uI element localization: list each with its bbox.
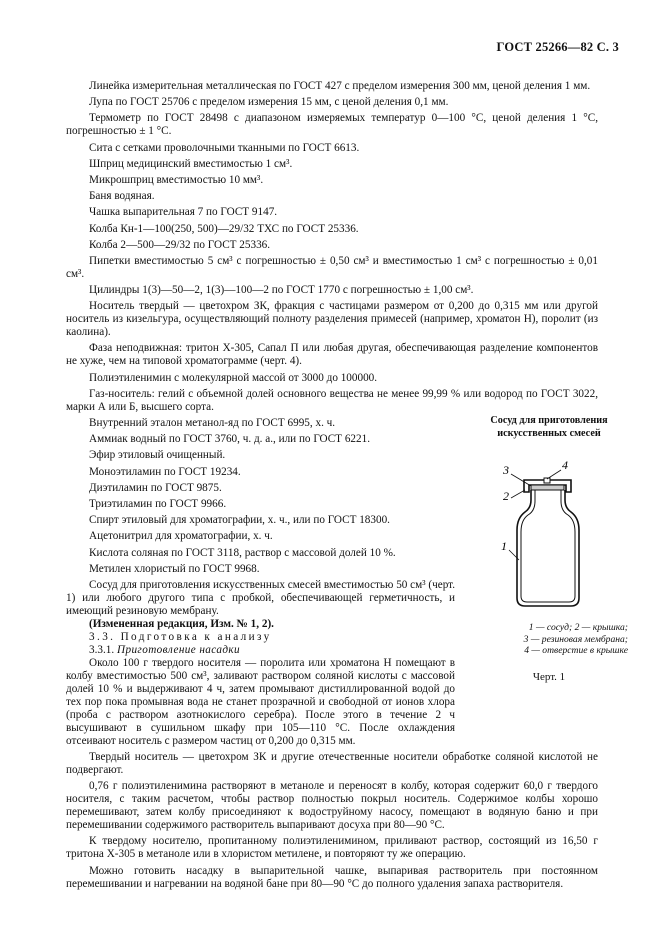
paragraph-carrier-preparation: Около 100 г твердого носителя — поролита или хроматона Н помещают в колбу вместимостью 500 см³, заливают раствором соляной кислоты с массовой долей 10 % и выдерживают 4 ч, затем промывают дистиллированной водой до тех пор пока промывная вода не станет прозрачной и свободной от ионов хлора (проба с раствором азотнокислого серебра). После этого в течение 2 ч высушивают в сушильном шкафу при 105—110 °С. После охлаждения отсеивают носитель с размером частиц от 0,200 до 0,315 мм. (66, 656, 455, 747)
paragraph-acetonitrile: Ацетонитрил для хроматографии, х. ч. (89, 530, 273, 543)
paragraph-flask-2: Колба 2—500—29/32 по ГОСТ 25336. (89, 238, 271, 251)
section-3-3-text: 3.3. Подготовка к анализу (89, 630, 272, 643)
paragraph-syringe: Шприц медицинский вместимостью 1 см³. (89, 157, 293, 170)
caption-line-3: 4 — отверстие в крышке (524, 645, 628, 656)
paragraph-triethylamine: Триэтиламин по ГОСТ 9966. (89, 497, 227, 510)
figure-label: Черт. 1 (532, 670, 566, 683)
caption-line-2: 3 — резиновая мембрана; (523, 633, 628, 645)
paragraph-flask-kn: Колба Кн-1—100(250, 500)—29/32 ТХС по ГОСТ 25336. (89, 222, 359, 235)
paragraph-magnifier: Лупа по ГОСТ 25706 с пределом измерения 15 мм, с ценой деления 0,1 мм. (89, 96, 449, 109)
section-3-3-1-number: 3.3.1. (89, 643, 115, 656)
paragraph-pei-coating: 0,76 г полиэтиленимина растворяют в метаноле и переносят в колбу, которая содержит 60,0 г твердого носителя, с таким расчетом, чтобы раствор полностью покрыл носитель. Содержимое колбы хорошо перемешивают, затем колбу присоединяют к водоструйному насосу, помещают в водяную баню и при перемешивании содержимого растворитель выпаривают досуха при 80—90 °С. (66, 780, 598, 832)
paragraph-evaporating-dish-method: Можно готовить насадку в выпарительной чашке, выпаривая растворитель при постоянном перемешивании и нагревании на водяной бане при 80—90 °С до полного удаления запаха растворителя. (66, 864, 598, 890)
page-header: ГОСТ 25266—82 С. 3 (496, 40, 619, 54)
paragraph-ruler: Линейка измерительная металлическая по ГОСТ 427 с пределом измерения 300 мм, ценой деления 1 мм. (89, 80, 591, 92)
section-heading-3-3 (66, 631, 455, 644)
paragraph-mixing-vessel: Сосуд для приготовления искусственных смесей вместимостью 50 см³ (черт. 1) или любого другого типа с пробкой, обеспечивающей герметичность, и имеющий резиновую мембрану. (66, 578, 455, 617)
paragraph-pipettes: Пипетки вместимостью 5 см³ с погрешностью ± 0,50 см³ и вместимостью 1 см³ с погрешностью ± 0,01 см³. (66, 254, 598, 280)
rubber-membrane (531, 485, 564, 490)
paragraph-ethanol: Спирт этиловый для хроматографии, х. ч., или по ГОСТ 18300. (89, 514, 390, 527)
paragraph-cylinders: Цилиндры 1(3)—50—2, 1(3)—100—2 по ГОСТ 1770 с погрешностью ± 1,00 см³. (89, 284, 474, 297)
paragraph-methylene-chloride: Метилен хлористый по ГОСТ 9968. (89, 562, 260, 575)
paragraph-diethylamine: Диэтиламин по ГОСТ 9875. (89, 481, 222, 494)
figure-caption (470, 622, 628, 657)
label-4: 4 (562, 458, 568, 472)
paragraph-hydrochloric-acid: Кислота соляная по ГОСТ 3118, раствор с массовой долей 10 %. (89, 546, 396, 559)
paragraph-water-bath: Баня водяная. (89, 190, 155, 203)
paragraph-carrier-gas: Газ-носитель: гелий с объемной долей основного вещества не менее 99,99 % или водород по ГОСТ 3022, марки А или Б, высшего сорта. (66, 387, 598, 413)
section-heading-3-3-1 (66, 644, 455, 657)
figure-1 (470, 414, 628, 683)
vessel-body-outer (517, 490, 579, 606)
paragraph-evaporating-dish: Чашка выпарительная 7 по ГОСТ 9147. (89, 206, 278, 219)
narrow-text-block (66, 417, 455, 748)
label-3: 3 (503, 463, 509, 477)
caption-line-1: 1 — сосуд; 2 — крышка; (528, 622, 628, 633)
paragraph-stationary-phase: Фаза неподвижная: тритон Х-305, Сапал П или любая другая, обеспечивающая разделение компонентов не хуже, чем на типовой хроматограмме (черт. 4). (66, 342, 598, 368)
paragraph-triton-coating: К твердому носителю, пропитанному полиэтиленимином, приливают раствор, состоящий из 16,50 г тритона Х-305 в метаноле или в хлористом метилене, и повторяют ту же операцию. (66, 835, 598, 861)
paragraph-ether: Эфир этиловый очищенный. (89, 449, 226, 462)
paragraph-internal-standard: Внутренний эталон метанол-яд по ГОСТ 6995, х. ч. (89, 417, 336, 429)
paragraph-microsyringe: Микрошприц вместимостью 10 мм³. (89, 173, 264, 186)
paragraph-thermometer: Термометр по ГОСТ 28498 с диапазоном измеряемых температур 0—100 °С, ценой деления 1 °С, погрешностью ± 1 °С. (66, 112, 598, 138)
paragraph-solid-carrier: Носитель твердый — цветохром ЗК, фракция с частицами размером от 0,200 до 0,315 мм или другой носитель из кизельгура, осуществляющий полноту разделения примесей (например, хроматон Н), поролит (из каолина). (66, 300, 598, 339)
revision-note: (Измененная редакция, Изм. № 1, 2). (89, 617, 274, 630)
paragraph-sieves: Сита с сетками проволочными тканными по ГОСТ 6613. (89, 141, 360, 154)
figure-title: Сосуд для приготовления искусственных смесей (490, 415, 608, 439)
paragraph-polyethyleneimine: Полиэтиленимин с молекулярной массой от 3000 до 100000. (89, 371, 378, 384)
paragraph-monoethylamine: Моноэтиламин по ГОСТ 19234. (89, 465, 241, 478)
paragraph-carrier-no-acid: Твердый носитель — цветохром ЗК и другие отечественные носители обработке соляной кислотой не подвергают. (66, 751, 598, 777)
section-3-3-1-title: Приготовление насадки (116, 643, 241, 656)
label-2: 2 (503, 489, 509, 503)
paragraph-ammonia: Аммиак водный по ГОСТ 3760, ч. д. а., или по ГОСТ 6221. (89, 433, 370, 446)
vessel-drawing (489, 452, 609, 612)
label-1: 1 (501, 539, 507, 553)
